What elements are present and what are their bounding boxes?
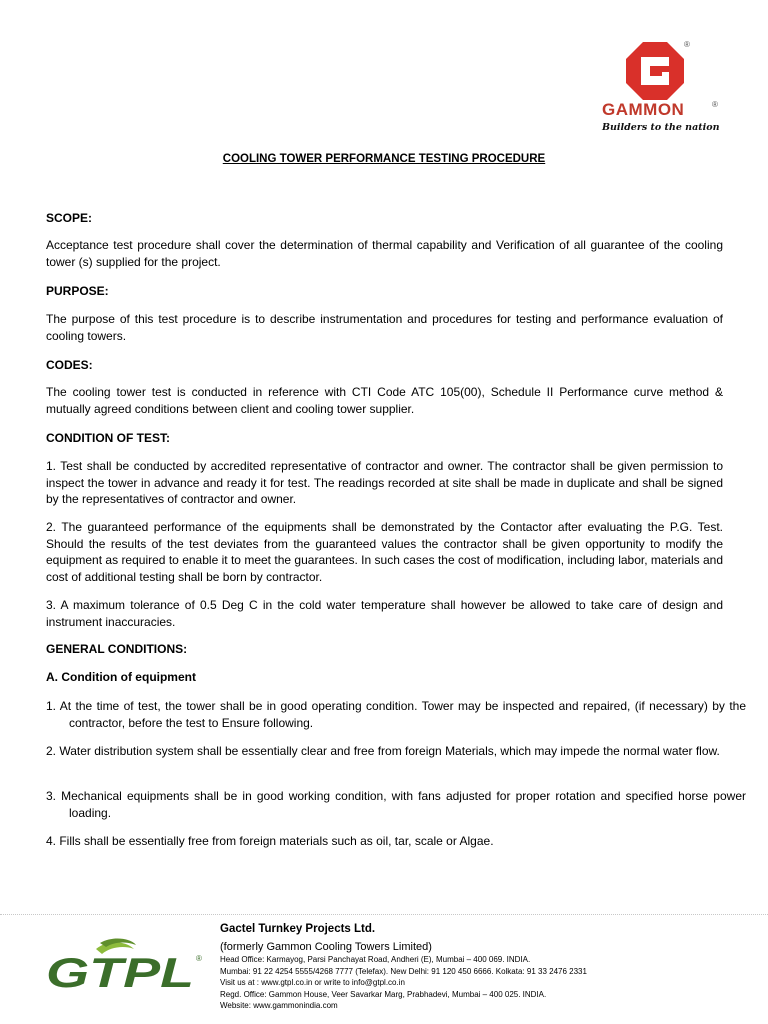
gammon-brand-name: GAMMON bbox=[602, 100, 685, 119]
purpose-text: The purpose of this test procedure is to describe instrumentation and procedures for testing and performance evaluation of cooling towers. bbox=[46, 312, 723, 343]
gammon-tagline: Builders to the nation bbox=[602, 122, 720, 133]
footer-website: Website: www.gammonindia.com bbox=[220, 1001, 338, 1011]
scope-heading: SCOPE: bbox=[46, 211, 93, 225]
footer-divider bbox=[0, 914, 768, 915]
gtpl-registered-mark: ® bbox=[196, 954, 202, 963]
equipment-subheading: A. Condition of equipment bbox=[46, 670, 196, 684]
purpose-heading: PURPOSE: bbox=[46, 284, 109, 298]
condition-item: 2. The guaranteed performance of the equipments shall be demonstrated by the Contactor after evaluating the P.G. Test. Should the results of the test deviates from the guaranteed values the contractor shall be given opportunity to modify the equipment as required to enable it to meet the guarantees. In such cases the cost of modification, including labor, materials and cost of additional testing shall be born by contractor. bbox=[46, 520, 723, 584]
footer-formerly: (formerly Gammon Cooling Towers Limited) bbox=[220, 941, 432, 953]
registered-mark: ® bbox=[712, 100, 718, 109]
scope-text: Acceptance test procedure shall cover the determination of thermal capability and Verification of all guarantee of the cooling tower (s) supplied for the project. bbox=[46, 238, 723, 269]
gammon-emblem-icon bbox=[626, 42, 684, 100]
footer-head-office: Head Office: Karmayog, Parsi Panchayat Road, Andheri (E), Mumbai – 400 069. INDIA. bbox=[220, 955, 531, 964]
footer-company-name: Gactel Turnkey Projects Ltd. bbox=[220, 923, 376, 935]
condition-item: 1. Test shall be conducted by accredited representative of contractor and owner. The contractor shall be given permission to inspect the tower in advance and ready it for test. The readings recorded at site shall be made in duplicate and shall be signed by the representatives of contractor and owner. bbox=[46, 459, 723, 506]
footer-phones: Mumbai: 91 22 4254 5555/4268 7777 (Telefax). New Delhi: 91 120 450 6666. Kolkata: 91 33 2476 2331 bbox=[220, 966, 587, 976]
gtpl-logo-text: GTPL bbox=[46, 949, 194, 995]
gammon-logo bbox=[596, 40, 726, 140]
codes-heading: CODES: bbox=[46, 358, 93, 372]
condition-item: 3. A maximum tolerance of 0.5 Deg C in the cold water temperature shall however be allowed to take care of design and instrument inaccuracies. bbox=[46, 598, 723, 629]
gtpl-logo bbox=[44, 937, 204, 995]
document-title: COOLING TOWER PERFORMANCE TESTING PROCEDURE bbox=[222, 153, 546, 165]
footer-regd-office: Regd. Office: Gammon House, Veer Savarkar Marg, Prabhadevi, Mumbai – 400 025. INDIA. bbox=[220, 989, 547, 999]
general-conditions-heading: GENERAL CONDITIONS: bbox=[46, 642, 188, 656]
codes-text: The cooling tower test is conducted in reference with CTI Code ATC 105(00), Schedule II Performance curve method & mutually agreed conditions between client and cooling tower supplier. bbox=[46, 385, 723, 416]
equipment-item: 2. Water distribution system shall be essentially clear and free from foreign Materials, which may impede the normal water flow. bbox=[46, 744, 720, 758]
equipment-item: 1. At the time of test, the tower shall be in good operating condition. Tower may be inspected and repaired, (if necessary) by the contractor, before the test to Ensure following. bbox=[46, 699, 746, 730]
condition-of-test-heading: CONDITION OF TEST: bbox=[46, 431, 170, 445]
registered-mark: ® bbox=[684, 40, 690, 49]
footer-contact bbox=[220, 922, 750, 1012]
footer-visit: Visit us at : www.gtpl.co.in or write to info@gtpl.co.in bbox=[220, 978, 405, 988]
equipment-item: 3. Mechanical equipments shall be in good working condition, with fans adjusted for proper rotation and specified horse power loading. bbox=[46, 789, 746, 820]
equipment-item: 4. Fills shall be essentially free from foreign materials such as oil, tar, scale or Algae. bbox=[46, 834, 494, 848]
